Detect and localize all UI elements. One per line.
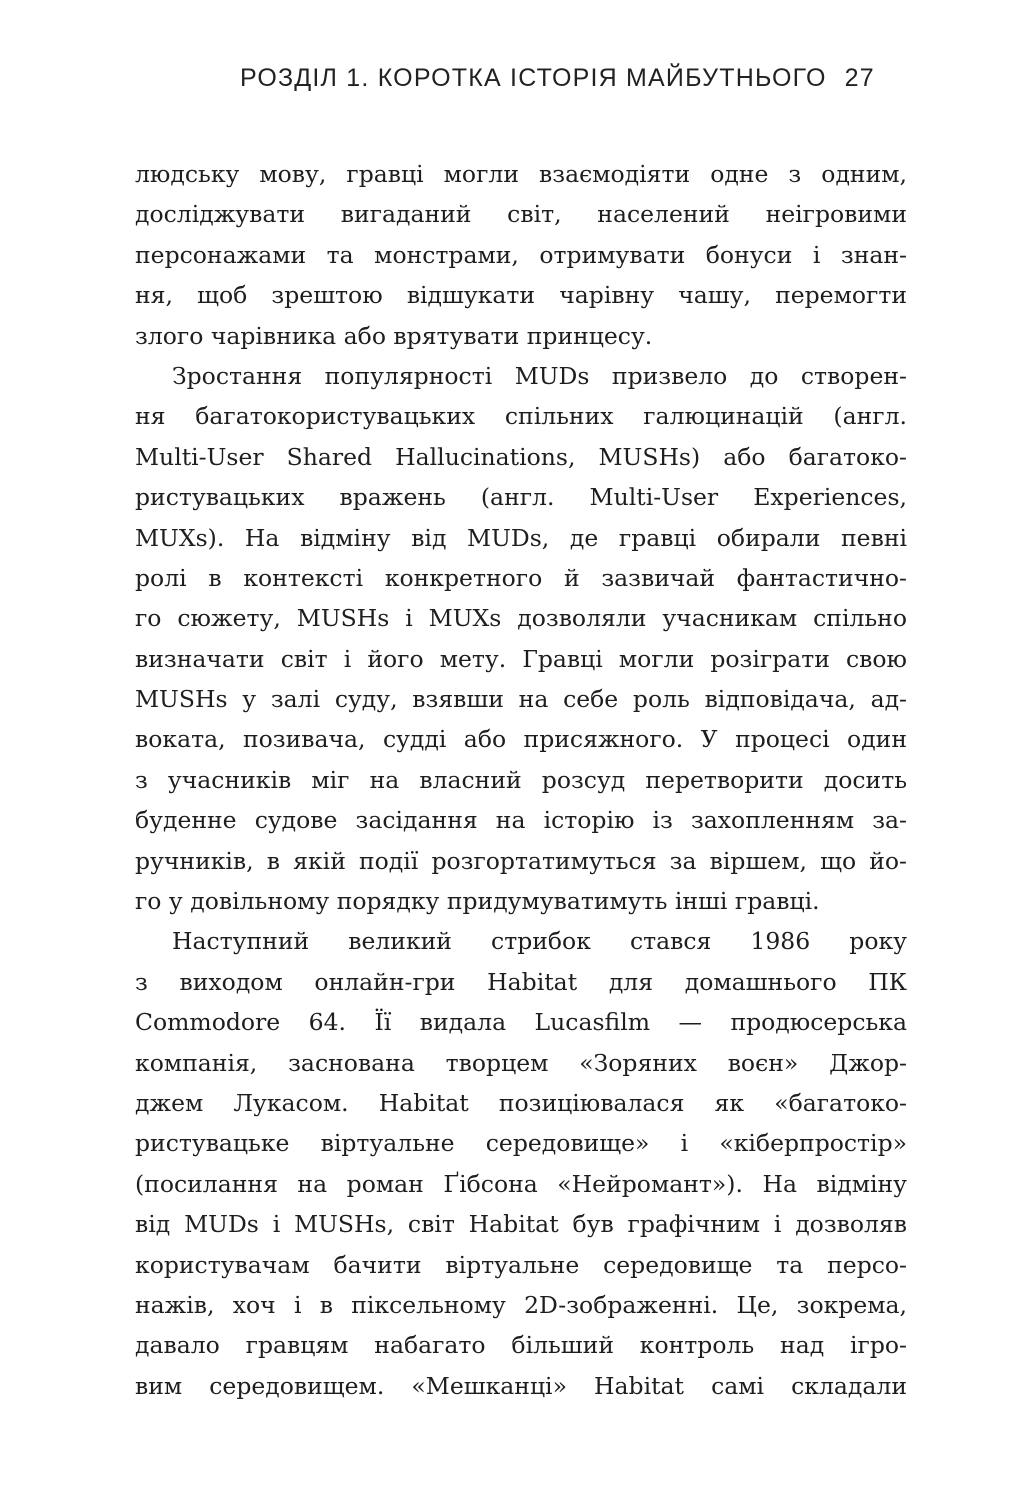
text-line: користувачам бачити віртуальне середовище та персо- [135, 1250, 907, 1279]
page-number: 27 [844, 64, 875, 92]
text-line: нажів, хоч і в піксельному 2D-зображенні. Це, зокрема, [135, 1290, 907, 1319]
text-line: компанія, заснована творцем «Зоряних воєн» Джор- [135, 1048, 907, 1077]
text-line: джем Лукасом. Habitat позиціювалася як «багатоко- [135, 1088, 907, 1117]
text-line: MUXs). На відміну від MUDs, де гравці обирали певні [135, 523, 907, 552]
text-line: вим середовищем. «Мешканці» Habitat самі складали [135, 1371, 907, 1400]
text-line: ня, щоб зрештою відшукати чарівну чашу, перемогти [135, 281, 907, 310]
text-line: персонажами та монстрами, отримувати бонуси і знан- [135, 240, 907, 269]
text-line: Наступний великий стрибок стався 1986 року [172, 927, 907, 956]
text-line: ристувацьке віртуальне середовище» і «кіберпростір» [135, 1129, 907, 1158]
text-line: досліджувати вигаданий світ, населений неігровими [135, 200, 907, 229]
text-line: MUSHs у залі суду, взявши на себе роль відповідача, ад- [135, 685, 907, 714]
text-line: людську мову, гравці могли взаємодіяти одне з одним, [135, 160, 907, 188]
body-text [135, 154, 907, 1406]
text-line: ручників, в якій події розгортатимуться за віршем, що йо- [135, 846, 907, 875]
text-line: го у довільному порядку придумуватимуть інші гравці. [135, 887, 820, 916]
text-line: ня багатокористувацьких спільних галюцинацій (англ. [135, 402, 907, 431]
text-line: ролі в контексті конкретного й зазвичай фантастично- [135, 563, 907, 592]
text-line: го сюжету, MUSHs і MUXs дозволяли учасникам спільно [135, 604, 907, 633]
text-line: злого чарівника або врятувати принцесу. [135, 321, 653, 350]
text-line: давало гравцям набагато більший контроль над ігро- [135, 1331, 907, 1360]
text-line: воката, позивача, судді або присяжного. У процесі один [135, 725, 907, 754]
text-line: з учасників міг на власний розсуд перетворити досить [135, 765, 907, 794]
chapter-title: РОЗДІЛ 1. КОРОТКА ІСТОРІЯ МАЙБУТНЬОГО [240, 64, 827, 92]
text-line: Multi-User Shared Hallucinations, MUSHs) або багатоко- [135, 442, 907, 471]
text-line: визначати світ і його мету. Гравці могли розіграти свою [135, 644, 907, 673]
text-line: Commodore 64. Її видала Lucasfilm — продюсерська [135, 1008, 907, 1037]
text-line: від MUDs і MUSHs, світ Habitat був графічним і дозволяв [135, 1210, 907, 1239]
running-head [240, 58, 875, 98]
text-line: Зростання популярності MUDs призвело до створен- [172, 361, 907, 390]
text-line: з виходом онлайн-гри Habitat для домашнього ПК [135, 967, 907, 996]
text-line: буденне судове засідання на історію із захопленням за- [135, 806, 907, 835]
text-line: (посилання на роман Ґібсона «Нейромант»). На відміну [135, 1169, 907, 1198]
text-line: ристувацьких вражень (англ. Multi-User Experiences, [135, 483, 907, 512]
